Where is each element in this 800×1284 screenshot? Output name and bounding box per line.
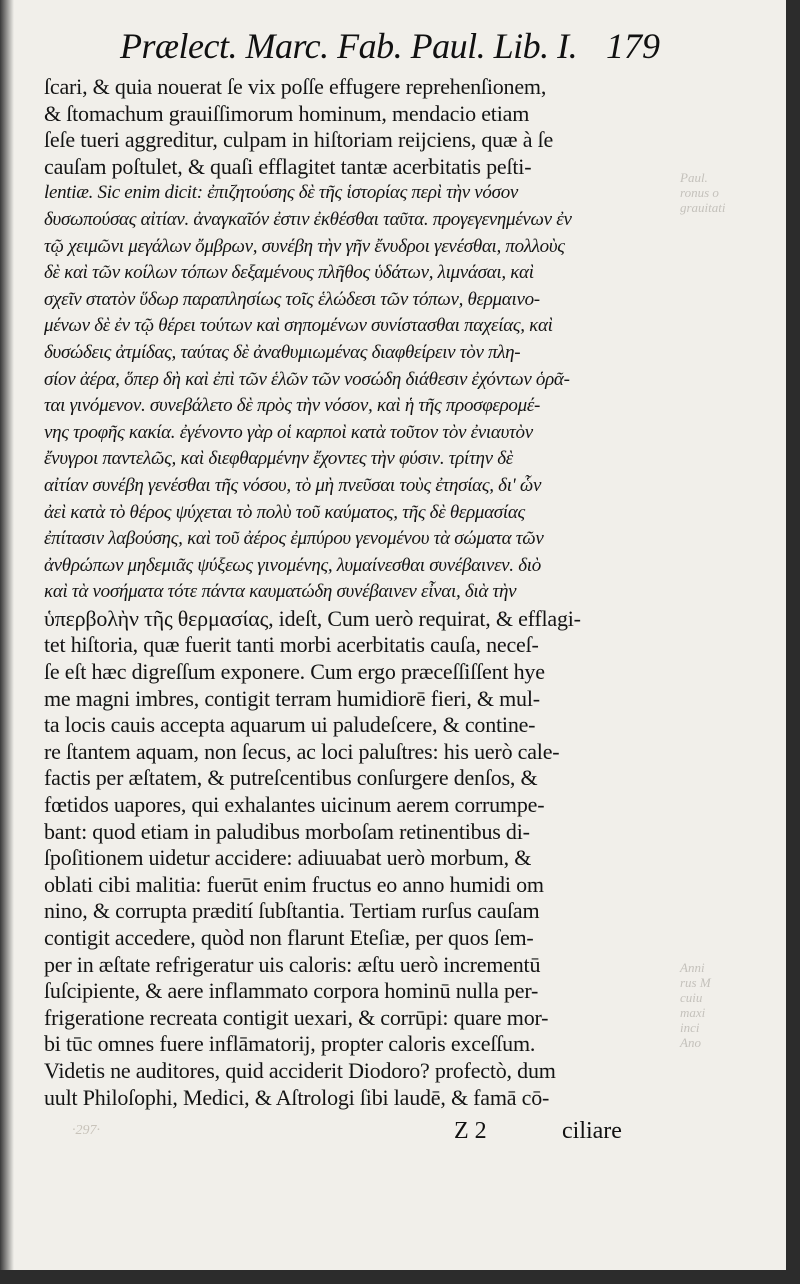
- greek-text-line: νης τροφῆς κακία. ἐγένοντο γὰρ οἱ καρποὶ κατὰ τοῦτον τὸν ἐνιαυτὸν: [44, 421, 533, 443]
- greek-text-line: τῷ χειμῶνι μεγάλων ὄμβρων, συνέβη τὴν γῆν ἔνυδροι γενέσθαι, πολλοὺς: [44, 235, 565, 257]
- text-line: ſeſe tueri aggreditur, culpam in hiſtoriam reijciens, quæ à ſe: [44, 127, 554, 153]
- text-line: ſcari, & quia nouerat ſe vix poſſe effugere reprehenſionem,: [44, 74, 547, 99]
- show-through-text-lower: Anni rus M cuiu maxi inci Ano: [680, 960, 711, 1050]
- text-line: & ſtomachum grauiſſimorum hominum, mendacio etiam: [44, 100, 530, 126]
- text-line: me magni imbres, contigit terram humidiorē fieri, & mul-: [44, 685, 540, 711]
- page-number: 179: [606, 26, 660, 66]
- text-line: cauſam poſtulet, & quaſi efflagitet tantæ acerbitatis peſti-: [44, 153, 532, 179]
- text-line: ſuſcipiente, & aere inflammato corpora hominū nulla per-: [44, 978, 539, 1004]
- greek-text-line: αἰτίαν συνέβη γενέσθαι τῆς νόσου, τὸ μὴ πνεῦσαι τοὺς ἐτησίας, δι' ὧν: [44, 474, 542, 496]
- text-line: tet hiſtoria, quæ fuerit tanti morbi acerbitatis cauſa, neceſ-: [44, 632, 539, 658]
- catchword: ciliare: [562, 1118, 622, 1144]
- page-footer: [0, 1115, 786, 1155]
- text-line: nino, & corrupta prædití ſubſtantia. Tertiam rurſus cauſam: [44, 898, 540, 924]
- greek-text-line: σχεῖν στατὸν ὕδωρ παραπλησίως τοῖς ἑλώδεσι τῶν τόπων, θερμαινο-: [44, 288, 540, 310]
- text-line: fœtidos uapores, qui exhalantes uicinum aerem corrumpe-: [44, 792, 545, 818]
- greek-text-line: ἐπίτασιν λαβούσης, καὶ τοῦ ἀέρος ἐμπύρου γενομένου τὰ σώματα τῶν: [44, 528, 544, 550]
- greek-text-line: lentiæ. Sic enim dicit: ἐπιζητούσης δὲ τῆς ἱστορίας περὶ τὴν νόσον: [44, 182, 519, 204]
- text-line: uult Philoſophi, Medici, & Aſtrologi ſibi laudē, & famā cō-: [44, 1084, 550, 1110]
- greek-text-line: δυσωπούσας αἰτίαν. ἀναγκαῖόν ἐστιν ἐκθέσθαι ταῦτα. προγεγενημένων ἐν: [44, 208, 572, 230]
- page-header: [120, 24, 680, 74]
- running-title: Prælect. Marc. Fab. Paul. Lib. I.: [120, 26, 578, 66]
- greek-text-line: καὶ τὰ νοσήματα τότε πάντα καυματώδη συνέβαινεν εἶναι, διὰ τὴν: [44, 581, 517, 603]
- greek-text-line: ἀνθρώπων μηδεμιᾶς ψύξεως γινομένης, λυμαίνεσθαι συνέβαινεν. διὸ: [44, 554, 541, 576]
- ink-smudge: ·297·: [72, 1123, 100, 1138]
- greek-text-line: ἔνυγροι παντελῶς, καὶ διεφθαρμένην ἔχοντες τὴν φύσιν. τρίτην δὲ: [44, 448, 513, 470]
- text-line: bant: quod etiam in paludibus morboſam retinentibus di-: [44, 818, 530, 844]
- greek-text-line: σίον ἀέρα, ὅπερ δὴ καὶ ἐπὶ τῶν ἑλῶν τῶν νοσώδη διάθεσιν ἐχόντων ὁρᾶ-: [44, 368, 570, 390]
- text-line: contigit accedere, quòd non flarunt Eteſiæ, per quos ſem-: [44, 925, 534, 950]
- text-line: ὑπερβολὴν τῆς θερμασίας, ideſt, Cum uerò requirat, & efflagi-: [44, 605, 581, 631]
- greek-text-line: δυσώδεις ἀτμίδας, ταύτας δὲ ἀναθυμιωμένας διαφθείρειν τὸν πλη-: [44, 341, 521, 363]
- text-line: frigeratione recreata contigit uexari, & corrūpi: quare mor-: [44, 1004, 549, 1030]
- text-line: factis per æſtatem, & putreſcentibus conſurgere denſos, &: [44, 765, 538, 791]
- text-line: bi tūc omnes fuere inflāmatorij, propter caloris exceſſum.: [44, 1031, 536, 1057]
- text-line: re ſtantem aquam, non ſecus, ac loci paluſtres: his uerò cale-: [44, 738, 560, 764]
- greek-text-line: δὲ καὶ τῶν κοίλων τόπων δεξαμένους πλῆθος ὑδάτων, λιμνάσαι, καὶ: [44, 262, 534, 284]
- greek-text-line: ται γινόμενον. συνεβάλετο δὲ πρὸς τὴν νόσον, καὶ ἡ τῆς προσφερομέ-: [44, 395, 541, 417]
- body-text: [44, 74, 680, 1111]
- signature-mark: Z 2: [454, 1118, 487, 1144]
- show-through-text-upper: Paul. ronus o grauitati: [680, 170, 726, 215]
- text-line: oblati cibi malitia: fuerūt enim fructus eo anno humidi om: [44, 871, 544, 897]
- text-line: per in æſtate refrigeratur uis caloris: æſtu uerò incrementū: [44, 951, 541, 977]
- text-line: Videtis ne auditores, quid acciderit Diodoro? profectò, dum: [44, 1057, 556, 1083]
- text-line: ta locis cauis accepta aquarum ui paludeſcere, & contine-: [44, 712, 536, 738]
- text-line: ſe eſt hæc digreſſum exponere. Cum ergo præceſſiſſent hye: [44, 659, 545, 685]
- greek-text-line: μένων δὲ ἐν τῷ θέρει τούτων καὶ σηπομένων συνίστασθαι παχείας, καὶ: [44, 315, 553, 337]
- greek-text-line: ἀεὶ κατὰ τὸ θέρος ψύχεται τὸ πολὺ τοῦ καύματος, τῆς δὲ θερμασίας: [44, 501, 525, 523]
- text-line: ſpoſitionem uidetur accidere: adiuuabat uerò morbum, &: [44, 845, 532, 871]
